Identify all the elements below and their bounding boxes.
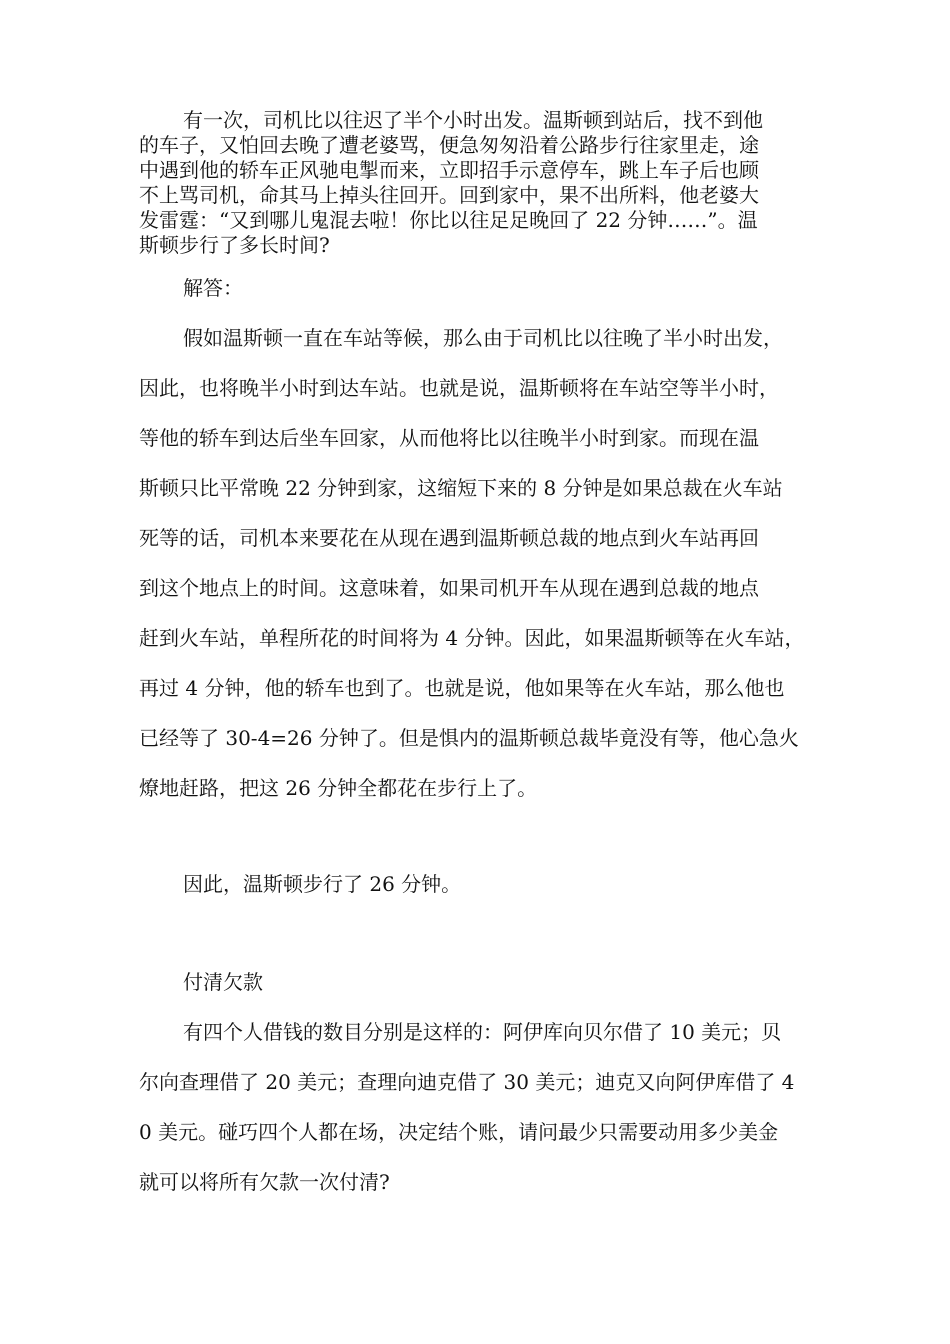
text-line: 的车子，又怕回去晚了遭老婆骂，便急匆匆沿着公路步行往家里走，途	[139, 133, 759, 157]
answer-label-text: 解答：	[183, 276, 243, 300]
text-line: 已经等了 30-4=26 分钟了。但是惧内的温斯顿总裁毕竟没有等，他心急火	[139, 726, 799, 750]
section-title	[139, 957, 823, 1007]
text-line: 不上骂司机，命其马上掉头往回开。回到家中，果不出所料，他老婆大	[139, 183, 759, 207]
conclusion-text: 因此，温斯顿步行了 26 分钟。	[183, 872, 462, 896]
text-line: 死等的话，司机本来要花在从现在遇到温斯顿总裁的地点到火车站再回	[139, 526, 759, 550]
text-line: 有四个人借钱的数目分别是这样的：阿伊库向贝尔借了 10 美元；贝	[183, 1020, 782, 1044]
text-line: 有一次，司机比以往迟了半个小时出发。温斯顿到站后，找不到他	[183, 108, 763, 132]
text-line: 斯顿只比平常晚 22 分钟到家，这缩短下来的 8 分钟是如果总裁在火车站	[139, 476, 783, 500]
problem-paragraph	[139, 108, 823, 258]
text-line: 因此，也将晚半小时到达车站。也就是说，温斯顿将在车站空等半小时，	[139, 376, 779, 400]
answer-paragraph	[139, 313, 823, 813]
section-title-text: 付清欠款	[183, 970, 263, 994]
text-line: 燎地赶路，把这 26 分钟全都花在步行上了。	[139, 776, 538, 800]
text-line: 0 美元。碰巧四个人都在场，决定结个账，请问最少只需要动用多少美金	[139, 1120, 779, 1144]
text-line: 尔向查理借了 20 美元；查理向迪克借了 30 美元；迪克又向阿伊库借了 4	[139, 1070, 795, 1094]
text-line: 到这个地点上的时间。这意味着，如果司机开车从现在遇到总裁的地点	[139, 576, 759, 600]
problem2-paragraph	[139, 1007, 823, 1207]
text-line: 等他的轿车到达后坐车回家，从而他将比以往晚半小时到家。而现在温	[139, 426, 759, 450]
text-line: 假如温斯顿一直在车站等候，那么由于司机比以往晚了半小时出发，	[183, 326, 783, 350]
text-line: 赶到火车站，单程所花的时间将为 4 分钟。因此，如果温斯顿等在火车站，	[139, 626, 805, 650]
conclusion	[139, 859, 823, 909]
text-line: 中遇到他的轿车正风驰电掣而来，立即招手示意停车，跳上车子后也顾	[139, 158, 759, 182]
text-line: 斯顿步行了多长时间?	[139, 233, 330, 257]
text-line: 再过 4 分钟，他的轿车也到了。也就是说，他如果等在火车站，那么他也	[139, 676, 785, 700]
answer-label	[139, 276, 823, 301]
text-line: 发雷霆：“又到哪儿鬼混去啦！你比以往足足晚回了 22 分钟……”。温	[139, 208, 758, 232]
text-line: 就可以将所有欠款一次付清?	[139, 1170, 390, 1194]
